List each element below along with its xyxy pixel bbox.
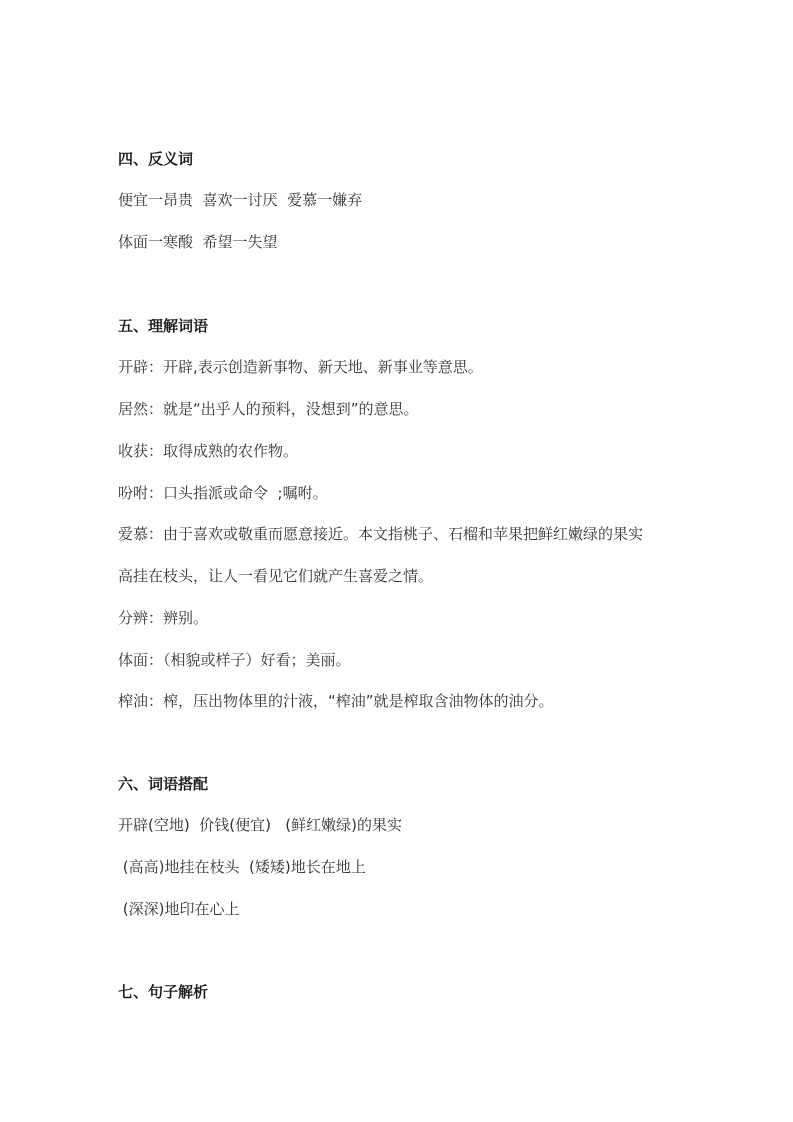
meaning-line-aimu: 爱慕：由于喜欢或敬重而愿意接近。本文指桃子、石榴和苹果把鲜红嫩绿的果实 — [118, 525, 644, 543]
meaning-line-timian: 体面：（相貌或样子）好看；美丽。 — [118, 651, 351, 669]
collocation-line-2: (高高)地挂在枝头 (矮矮)地长在地上 — [118, 858, 366, 876]
section-heading-sentence-analysis: 七、句子解析 — [118, 983, 209, 1001]
meaning-line-juran: 居然：就是“出乎人的预料，没想到”的意思。 — [118, 400, 419, 418]
collocation-line-3: (深深)地印在心上 — [118, 900, 240, 918]
section-heading-word-meanings: 五、理解词语 — [118, 317, 209, 335]
meaning-line-aimu-continued: 高挂在枝头，让人一看见它们就产生喜爱之情。 — [118, 567, 434, 585]
section-heading-antonyms: 四、反义词 — [118, 150, 194, 168]
meaning-line-fenfu: 吩咐：口头指派或命令 ;嘱咐。 — [118, 484, 328, 502]
meaning-line-shouhuo: 收获：取得成熟的农作物。 — [118, 442, 299, 460]
section-heading-collocations: 六、词语搭配 — [118, 775, 209, 793]
meaning-line-zhayou: 榨油：榨，压出物体里的汁液，“榨油”就是榨取含油物体的油分。 — [118, 692, 554, 710]
meaning-line-kaipi: 开辟：开辟,表示创造新事物、新天地、新事业等意思。 — [118, 358, 483, 376]
antonym-line-2: 体面一寒酸 希望一失望 — [118, 233, 278, 251]
collocation-line-1: 开辟(空地) 价钱(便宜) (鲜红嫩绿)的果实 — [118, 816, 402, 834]
meaning-line-fenbian: 分辨：辨别。 — [118, 609, 209, 627]
antonym-line-1: 便宜一昂贵 喜欢一讨厌 爱慕一嫌弃 — [118, 191, 363, 209]
